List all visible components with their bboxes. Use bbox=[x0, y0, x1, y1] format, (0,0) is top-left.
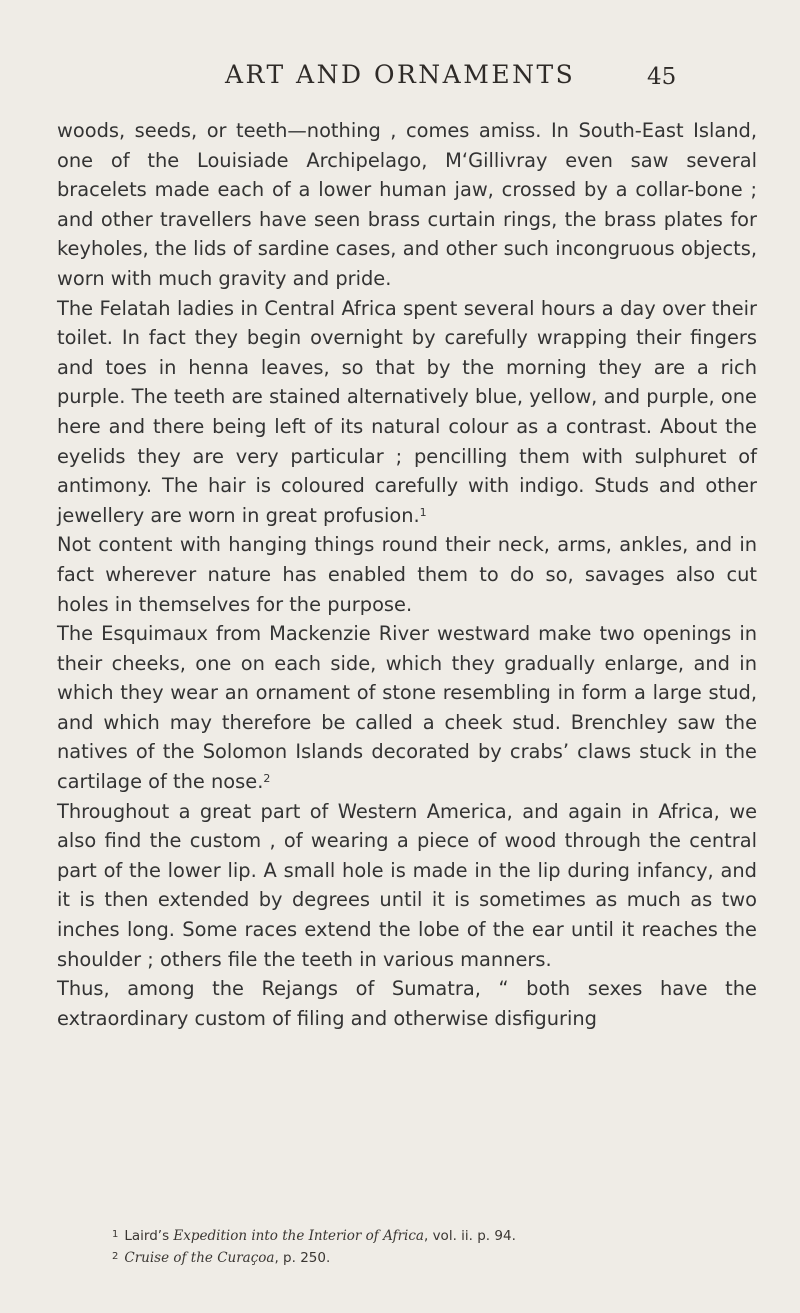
footnote-suffix: , vol. ii. p. 94. bbox=[423, 1228, 516, 1244]
paragraph-1-text: woods, seeds, or teeth—nothing , comes amiss. In South-East Island, one of the Louisiade Archipelago, M‘Gillivray even saw several bracelets made each of a lower human jaw, crossed by a collar-bone ; and other travellers have seen brass curtain rings, the brass plates for keyholes, the lids of sardine cases, and other such incongruous objects, worn with much gravity and pride. bbox=[57, 119, 757, 290]
footnote-mark: 1 bbox=[112, 1229, 119, 1240]
footnote-ref-1: 1 bbox=[419, 505, 427, 519]
page-number: 45 bbox=[647, 64, 677, 90]
paragraph-5-text: Throughout a great part of Western America, and again in Africa, we also find the custom , of wearing a piece of wood through the central part of the lower lip. A small hole is made in the lip during infancy, and it is then extended by degrees until it is sometimes as much as two inches long. Some races extend the lobe of the ear until it reaches the shoulder ; others file the teeth in various manners. bbox=[57, 799, 757, 971]
running-title: ART AND ORNAMENTS bbox=[225, 60, 576, 89]
paragraph-4 bbox=[57, 619, 757, 797]
paragraph-4-text: The Esquimaux from Mackenzie River westward make two openings in their cheeks, one on each side, which they gradually enlarge, and in which they wear an ornament of stone resembling in form a large stud, and which may therefore be called a cheek stud. Brenchley saw the natives of the Solomon Islands decorated by crabs’ claws stuck in the cartilage of the nose. bbox=[57, 622, 757, 794]
body-text bbox=[57, 116, 757, 1033]
footnotes bbox=[112, 1226, 752, 1270]
footnote-2 bbox=[112, 1248, 752, 1270]
footnote-mark: 2 bbox=[112, 1251, 119, 1262]
footnote-1 bbox=[112, 1226, 752, 1248]
paragraph-5 bbox=[57, 797, 757, 975]
paragraph-3-text: Not content with hanging things round their neck, arms, ankles, and in fact wherever nature has enabled them to do so, savages also cut holes in themselves for the purpose. bbox=[57, 533, 757, 616]
paragraph-2 bbox=[57, 294, 757, 531]
paragraph-2-text: The Felatah ladies in Central Africa spent several hours a day over their toilet. In fact they begin overnight by carefully wrapping their fingers and toes in henna leaves, so that by the morning they are a rich purple. The teeth are stained alternatively blue, yellow, and purple, one here and there being left of its natural colour as a contrast. About the eyelids they are very particular ; pencilling them with sulphuret of antimony. The hair is coloured carefully with indigo. Studs and other jewellery are worn in great profusion. bbox=[57, 296, 757, 527]
paragraph-1 bbox=[57, 116, 757, 294]
paragraph-6-text: Thus, among the Rejangs of Sumatra, “ both sexes have the extraordinary custom of filing and otherwise disfiguring bbox=[57, 977, 757, 1030]
footnote-ref-2: 2 bbox=[263, 772, 271, 786]
footnote-suffix: , p. 250. bbox=[274, 1250, 331, 1266]
footnote-book-title: Expedition into the Interior of Africa bbox=[173, 1228, 424, 1244]
paragraph-6 bbox=[57, 974, 757, 1033]
running-head bbox=[0, 60, 800, 100]
paragraph-3 bbox=[57, 530, 757, 619]
footnote-book-title: Cruise of the Curaçoa bbox=[124, 1250, 275, 1266]
footnote-prefix: Laird’s bbox=[124, 1228, 174, 1244]
